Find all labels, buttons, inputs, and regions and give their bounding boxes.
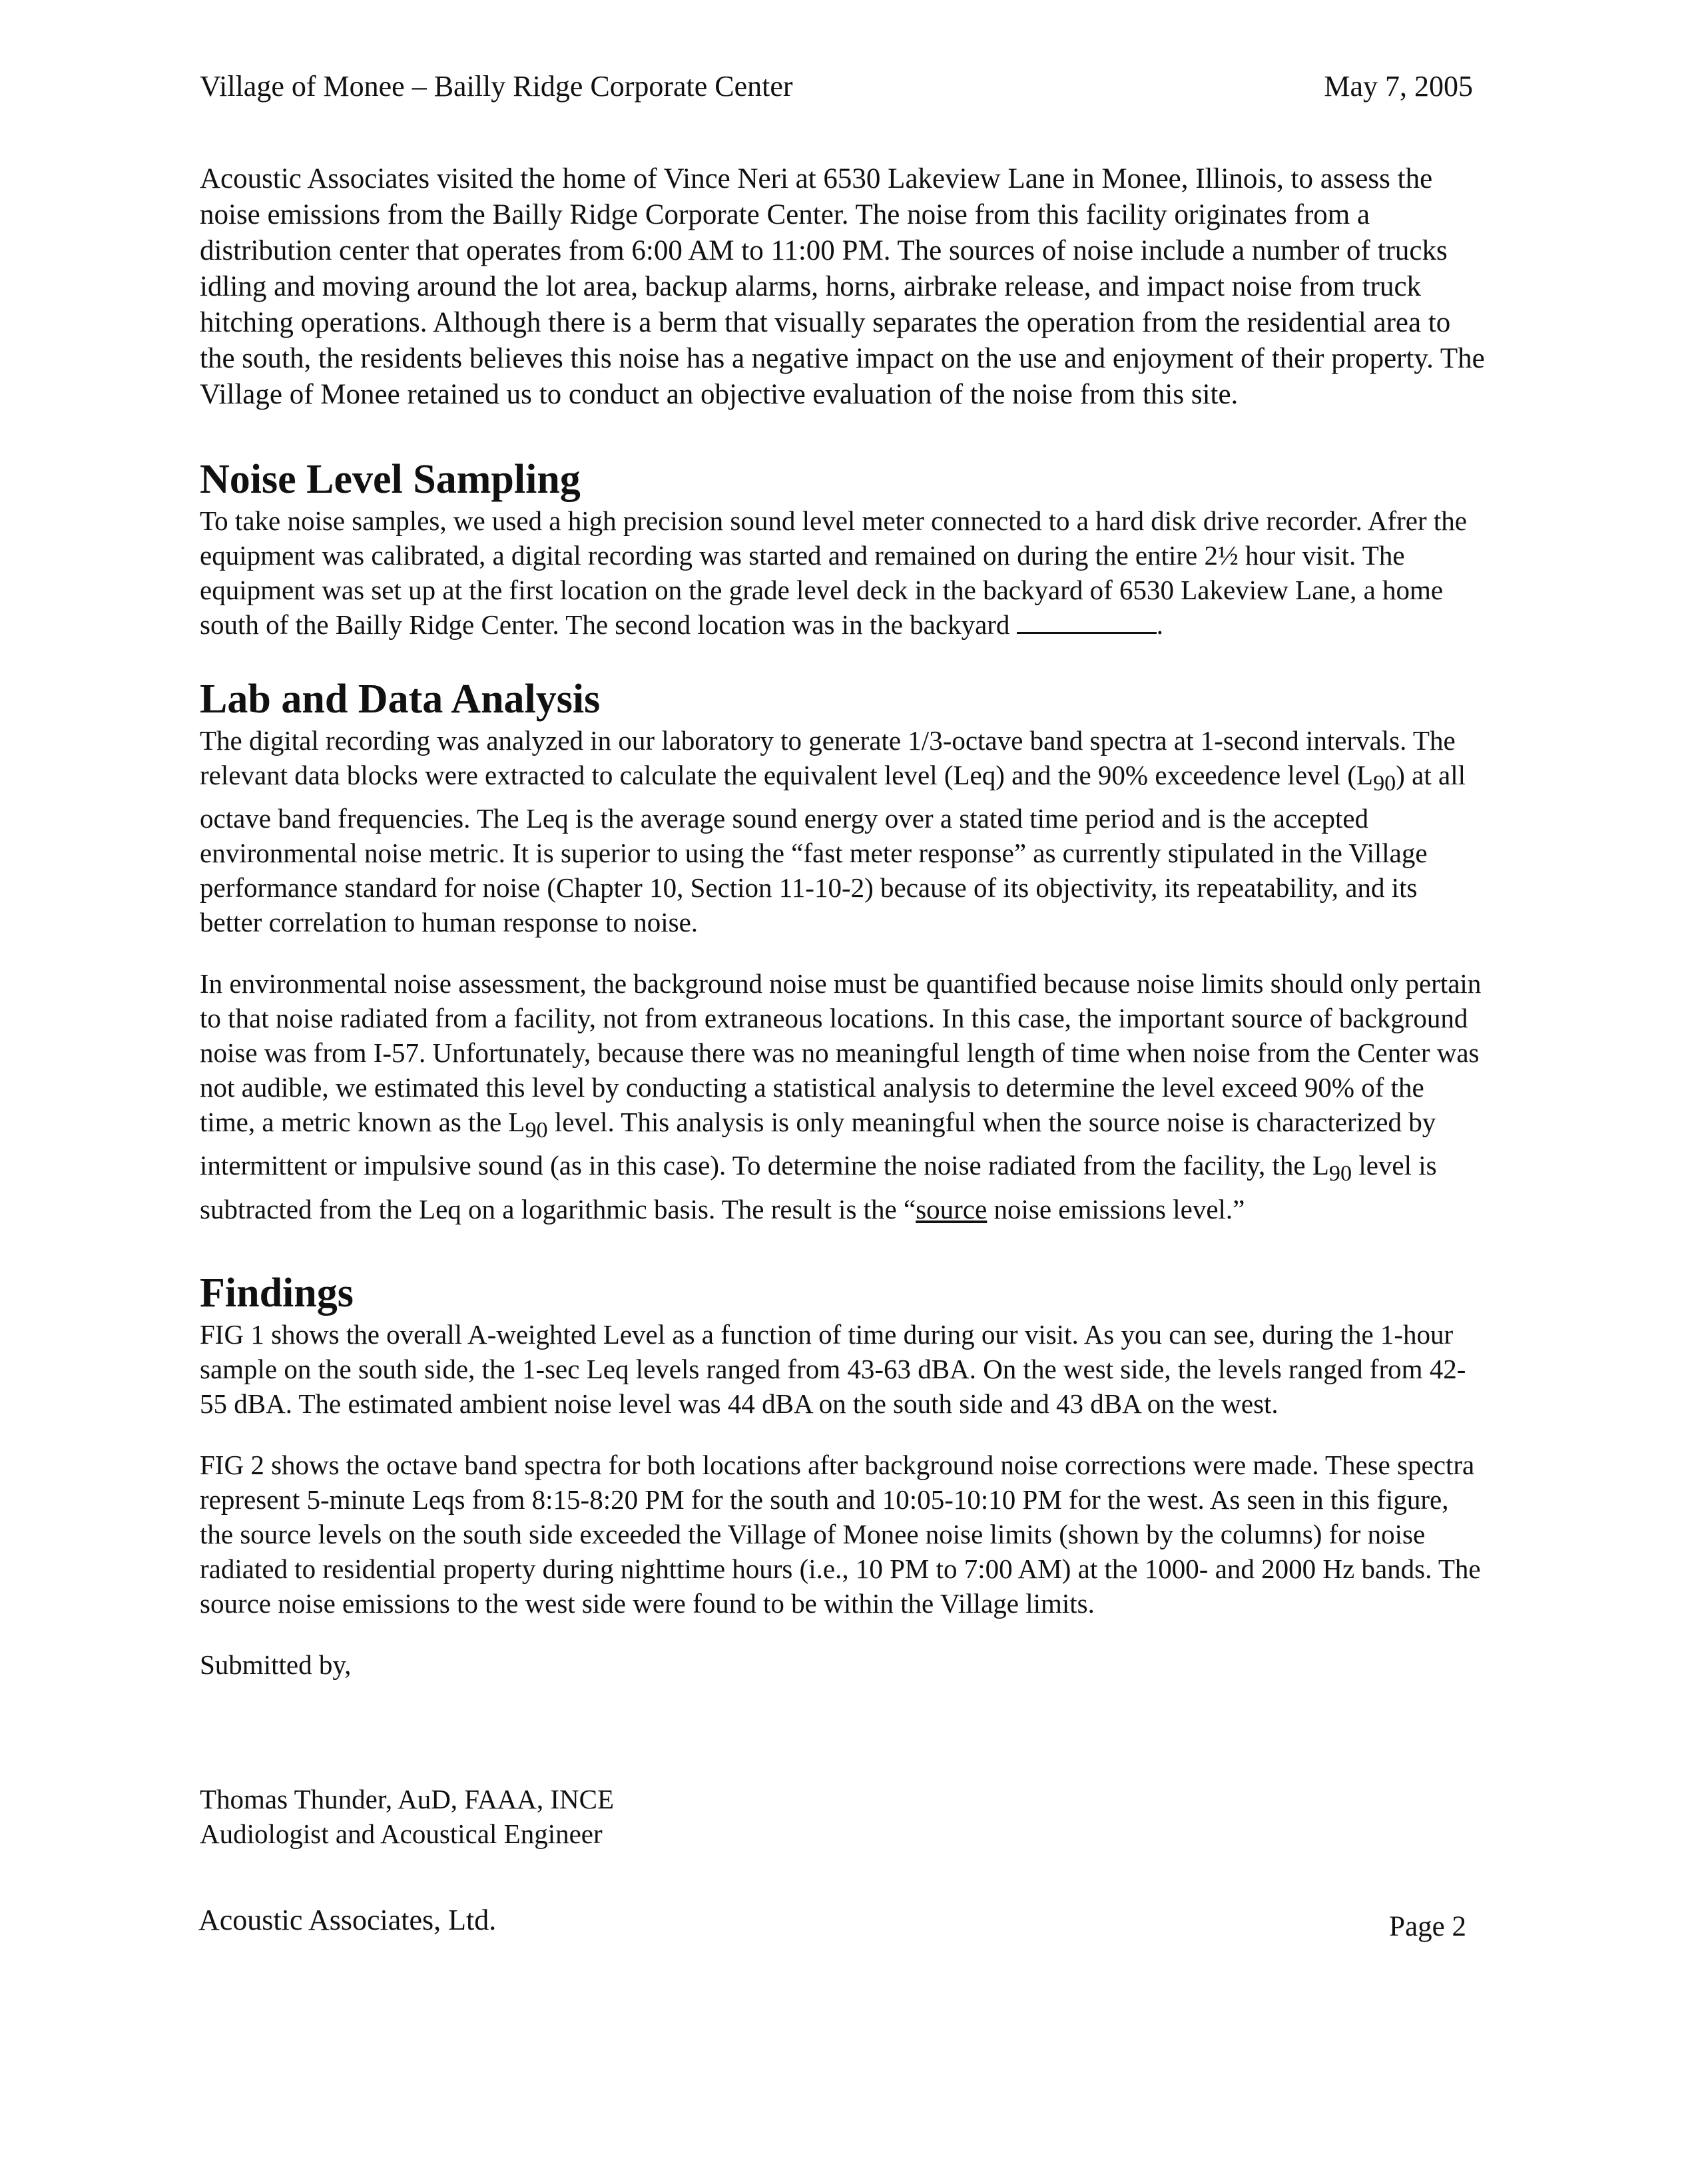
sampling-end: .: [1156, 609, 1163, 640]
analysis-p2-text-d: noise emissions level.”: [987, 1193, 1245, 1225]
header-date: May 7, 2005: [1324, 70, 1473, 103]
sampling-paragraph: [200, 503, 1485, 642]
analysis-p1-text-a: The digital recording was analyzed in our laboratory to generate 1/3-octave band spectra at 1-second intervals. The relevant data blocks were extracted to calculate the equivalent level (Leq) and the 90% exceedence level (L: [200, 725, 1456, 790]
section-heading-analysis: Lab and Data Analysis: [200, 677, 601, 722]
document-body: [200, 161, 1485, 1851]
blank-line: [1017, 608, 1157, 634]
findings-paragraph-1: FIG 1 shows the overall A-weighted Level as a function of time during our visit. As you can see, during the 1-hour sample on the south side, the 1-sec Leq levels ranged from 43-63 dBA. On the west side, the levels ranged from 42-55 dBA. The estimated ambient noise level was 44 dBA on the south side and 43 dBA on the west.: [200, 1318, 1466, 1419]
analysis-p2-subscript-1: 90: [525, 1118, 548, 1143]
sampling-text: To take noise samples, we used a high precision sound level meter connected to a hard disk drive recorder. Afrer the equipment was calibrated, a digital recording was started and remained on during the entire 2½ hour visit. The equipment was set up at the first location on the grade level deck in the backyard of 6530 Lakeview Lane, a home south of the Bailly Ridge Center. The second location was in the backyard: [200, 505, 1467, 640]
analysis-p2-underlined: source: [916, 1193, 988, 1225]
analysis-p2-text-a: In environmental noise assessment, the background noise must be quantified because noise limits should only pertain to that noise radiated from a facility, not from extraneous locations. In this case, the important source of background noise was from I-57. Unfortunately, because there was no meaningful length of time when noise from the Center was not audible, we estimated this level by conducting a statistical analysis to determine the level exceed 90% of the time, a metric known as the L: [200, 968, 1482, 1138]
footer-page-number: Page 2: [1389, 1911, 1466, 1942]
footer-company: Acoustic Associates, Ltd.: [198, 1904, 497, 1936]
analysis-p1-subscript: 90: [1373, 771, 1396, 796]
analysis-p2-text-c: level is subtracted from the Leq on a logarithmic basis. The result is the “: [200, 1150, 1437, 1225]
section-heading-sampling: Noise Level Sampling: [200, 457, 581, 502]
header-title: Village of Monee – Bailly Ridge Corporate Center: [200, 70, 793, 103]
analysis-paragraph-1: [200, 723, 1485, 940]
analysis-p2-text-b: level. This analysis is only meaningful when the source noise is characterized by intermittent or impulsive sound (as in this case). To determine the noise radiated from the facility, the L: [200, 1107, 1436, 1181]
signatory-title: Audiologist and Acoustical Engineer: [200, 1818, 603, 1849]
analysis-p1-text-b: ) at all octave band frequencies. The Leq is the average sound energy over a stated time period and is the accepted environmental noise metric. It is superior to using the “fast meter response” as currently stipulated in the Village performance standard for noise (Chapter 10, Section 11-10-2) because of its objectivity, its repeatability, and its better correlation to human response to noise.: [200, 760, 1466, 938]
signatory-name: Thomas Thunder, AuD, FAAA, INCE: [200, 1783, 615, 1814]
submitted-by: Submitted by,: [200, 1649, 352, 1680]
section-heading-findings: Findings: [200, 1270, 354, 1316]
analysis-paragraph-2: [200, 966, 1485, 1226]
findings-paragraph-2: FIG 2 shows the octave band spectra for both locations after background noise corrections were made. These spectra represent 5-minute Leqs from 8:15-8:20 PM for the south and 10:05-10:10 PM for the west. As seen in this figure, the source levels on the south side exceeded the Village of Monee noise limits (shown by the columns) for noise radiated to residential property during nighttime hours (i.e., 10 PM to 7:00 AM) at the 1000- and 2000 Hz bands. The source noise emissions to the west side were found to be within the Village limits.: [200, 1449, 1481, 1619]
analysis-p2-subscript-2: 90: [1328, 1161, 1352, 1187]
intro-paragraph: Acoustic Associates visited the home of Vince Neri at 6530 Lakeview Lane in Monee, Illinois, to assess the noise emissions from the Bailly Ridge Corporate Center. The noise from this facility originates from a distribution center that operates from 6:00 AM to 11:00 PM. The sources of noise include a number of trucks idling and moving around the lot area, backup alarms, horns, airbrake release, and impact noise from truck hitching operations. Although there is a berm that visually separates the operation from the residential area to the south, the residents believes this noise has a negative impact on the use and enjoyment of their property. The Village of Monee retained us to conduct an objective evaluation of the noise from this site.: [200, 163, 1485, 410]
